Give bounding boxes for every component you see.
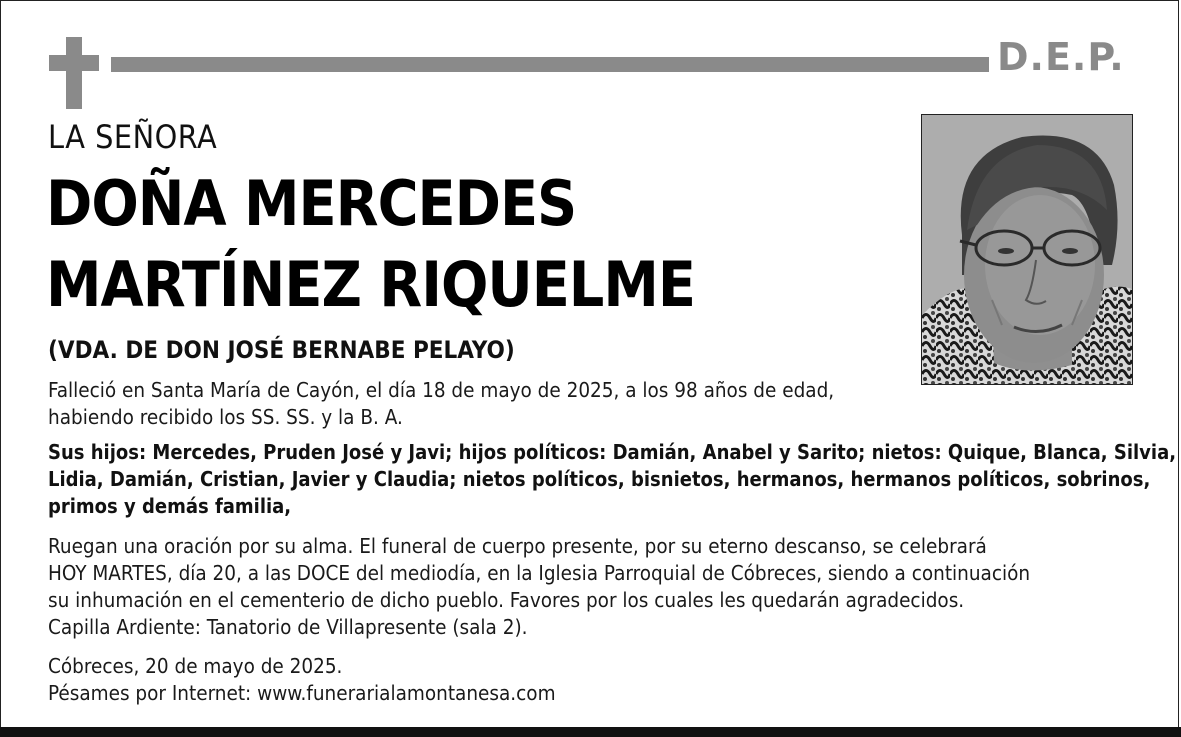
footer-rule [0, 727, 1181, 737]
deceased-prefix: LA SEÑORA [48, 118, 218, 156]
header-rule [111, 57, 989, 72]
funeral-line: su inhumación en el cementerio de dicho pueblo. Favores por los cuales les quedarán agradecidos. [48, 588, 965, 612]
family-line: primos y demás familia, [48, 494, 292, 518]
family-line: Lidia, Damián, Cristian, Javier y Claudia; nietos políticos, bisnietos, hermanos, hermanos políticos, sobrinos, [48, 467, 1151, 491]
portrait-illustration [922, 115, 1133, 385]
death-notice-line: habiendo recibido los SS. SS. y la B. A. [48, 405, 403, 429]
death-notice-line: Falleció en Santa María de Cayón, el día 18 de mayo de 2025, a los 98 años de edad, [48, 378, 835, 402]
dep-label: D.E.P. [997, 35, 1125, 79]
funeral-line: Capilla Ardiente: Tanatorio de Villapresente (sala 2). [48, 615, 528, 639]
widow-note: (VDA. DE DON JOSÉ BERNABE PELAYO) [48, 336, 515, 364]
deceased-name-line2: MARTÍNEZ RIQUELME [46, 248, 695, 321]
place-date: Cóbreces, 20 de mayo de 2025. [48, 654, 343, 678]
deceased-name-line1: DOÑA MERCEDES [46, 167, 577, 240]
death-notice-paragraph [48, 377, 834, 431]
cross-icon-vertical [66, 37, 82, 109]
family-line: Sus hijos: Mercedes, Pruden José y Javi; hijos políticos: Damián, Anabel y Sarito; nietos: Quique, Blanca, Silvia, [48, 440, 1177, 464]
condolences-link[interactable]: Pésames por Internet: www.funerarialamontanesa.com [48, 681, 556, 705]
portrait-photo [921, 114, 1133, 385]
funeral-line: Ruegan una oración por su alma. El funeral de cuerpo presente, por su eterno descanso, se celebrará [48, 534, 987, 558]
family-paragraph [48, 439, 1176, 520]
footer-paragraph [48, 653, 556, 707]
funeral-line: HOY MARTES, día 20, a las DOCE del mediodía, en la Iglesia Parroquial de Cóbreces, siendo a continuación [48, 561, 1031, 585]
cross-icon-horizontal [49, 55, 99, 71]
funeral-paragraph [48, 533, 1030, 641]
